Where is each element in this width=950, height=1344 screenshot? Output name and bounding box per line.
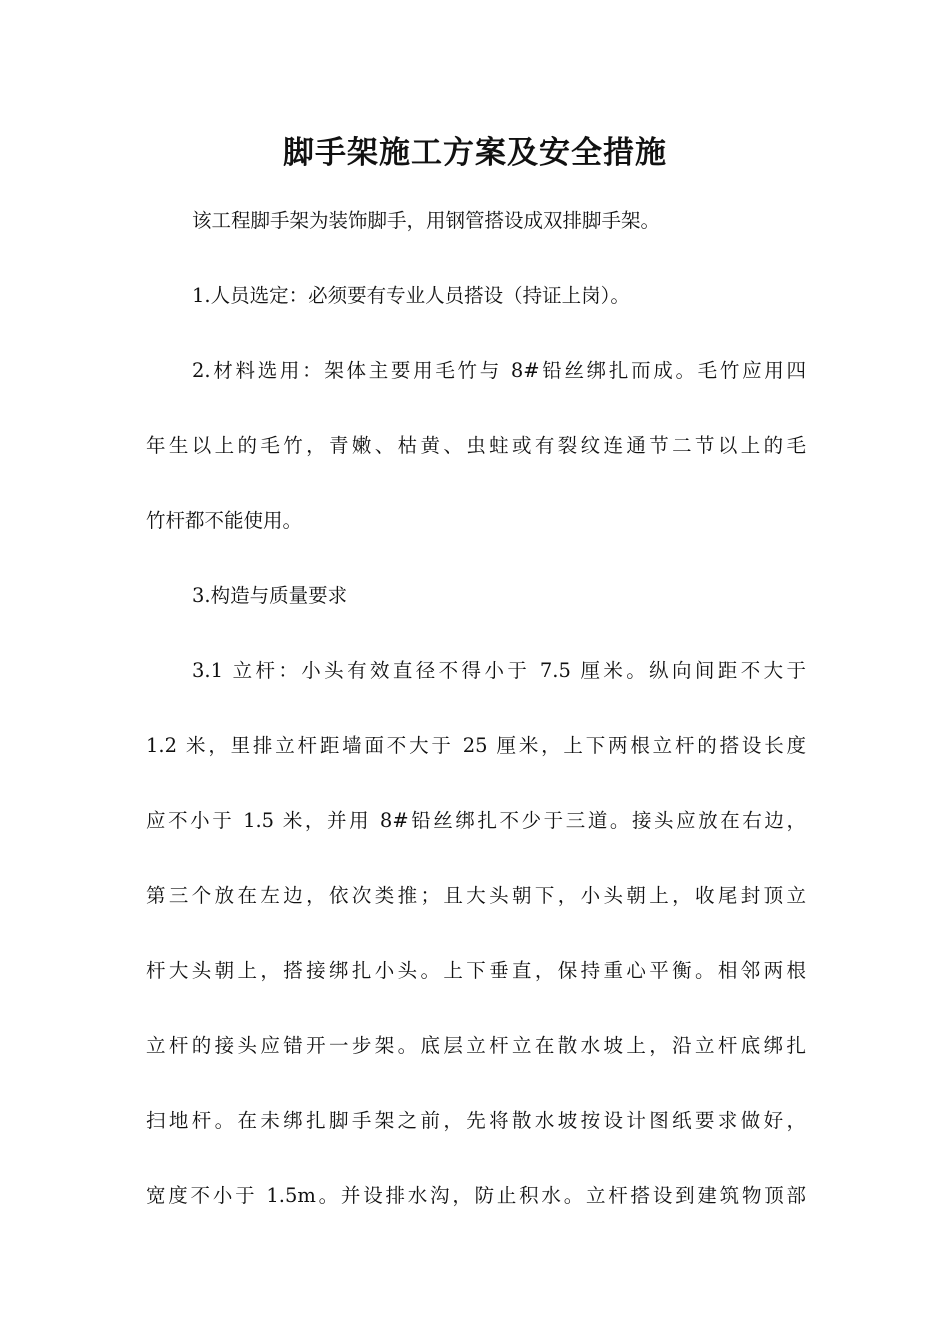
paragraph-materials-line-1: 2.材料选用：架体主要用毛竹与 8#铅丝绑扎而成。毛竹应用四 [192, 359, 806, 382]
paragraph-poles-line-5: 杆大头朝上，搭接绑扎小头。上下垂直，保持重心平衡。相邻两根 [146, 959, 806, 982]
paragraph-personnel-line-1: 1.人员选定：必须要有专业人员搭设（持证上岗）。 [192, 284, 630, 307]
paragraph-poles-line-1: 3.1 立杆：小头有效直径不得小于 7.5 厘米。纵向间距不大于 [192, 659, 806, 682]
paragraph-materials-line-2: 年生以上的毛竹，青嫩、枯黄、虫蛀或有裂纹连通节二节以上的毛 [146, 434, 806, 457]
paragraph-materials-line-3: 竹杆都不能使用。 [146, 509, 303, 532]
paragraph-intro-line-1: 该工程脚手架为装饰脚手，用钢管搭设成双排脚手架。 [192, 209, 661, 232]
paragraph-poles-line-7: 扫地杆。在未绑扎脚手架之前，先将散水坡按设计图纸要求做好， [146, 1109, 806, 1132]
paragraph-poles-line-3: 应不小于 1.5 米，并用 8#铅丝绑扎不少于三道。接头应放在右边， [146, 809, 806, 832]
document-body [146, 196, 806, 1246]
paragraph-poles-line-4: 第三个放在左边，依次类推；且大头朝下，小头朝上，收尾封顶立 [146, 884, 806, 907]
paragraph-poles-line-8: 宽度不小于 1.5m。并设排水沟，防止积水。立杆搭设到建筑物顶部 [146, 1184, 806, 1207]
document-title: 脚手架施工方案及安全措施 [283, 135, 667, 171]
section-heading-structure: 3.构造与质量要求 [192, 584, 348, 607]
paragraph-poles-line-2: 1.2 米，里排立杆距墙面不大于 25 厘米，上下两根立杆的搭设长度 [146, 734, 806, 757]
paragraph-poles-line-6: 立杆的接头应错开一步架。底层立杆立在散水坡上，沿立杆底绑扎 [146, 1034, 806, 1057]
